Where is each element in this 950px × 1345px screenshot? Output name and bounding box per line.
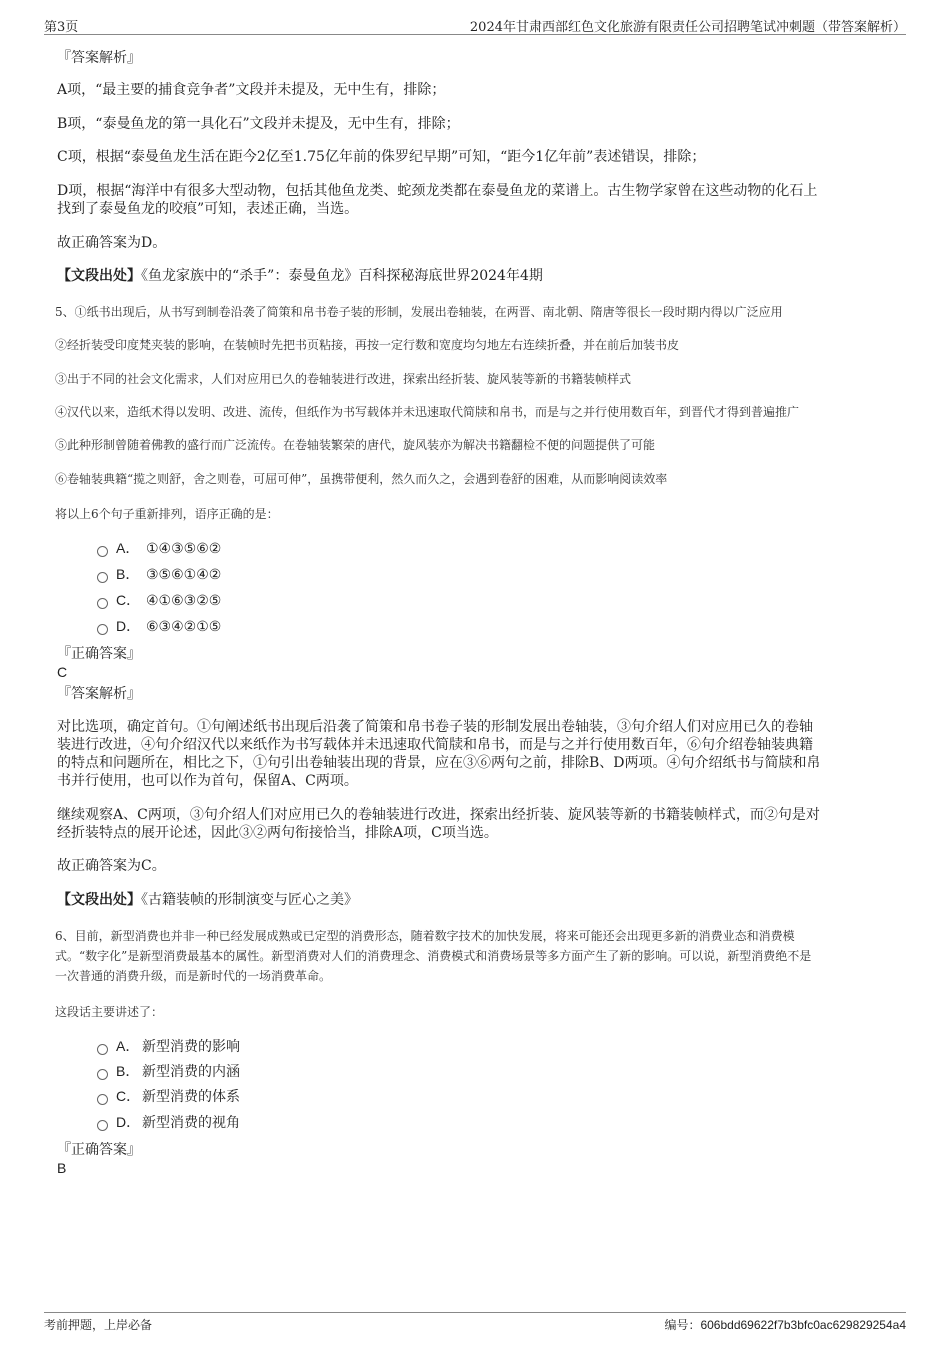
q5-answer-label: 『正确答案』 xyxy=(57,646,141,662)
q6-option-a-letter: A． xyxy=(116,1038,140,1054)
q6-passage-line3: 一次普通的消费升级，而是新时代的一场消费革命。 xyxy=(55,969,332,983)
q5-analysis-p1-line4: 书并行使用，也可以作为首句，保留A、C两项。 xyxy=(57,773,358,789)
q5-option-a[interactable] xyxy=(97,539,221,557)
q6-option-a-text: 新型消费的影响 xyxy=(142,1039,240,1055)
q6-option-b[interactable] xyxy=(97,1062,240,1080)
q5-analysis-p1-line3: 的特点和问题所在，相比之下，①句引出卷轴装出现的背景，应在③⑥两句之前，排除B、D两项。④句介绍纸书与简牍和帛 xyxy=(57,755,821,771)
q6-option-c-text: 新型消费的体系 xyxy=(142,1089,240,1105)
footer-id-label: 编号： xyxy=(664,1318,701,1332)
footer-id xyxy=(664,1316,906,1333)
radio-icon[interactable] xyxy=(97,572,108,583)
q6-passage-line1: 6、目前，新型消费也并非一种已经发展成熟或已定型的消费形态，随着数字技术的加快发展，将来可能还会出现更多新的消费业态和消费模 xyxy=(55,929,795,943)
q6-option-c[interactable] xyxy=(97,1087,240,1105)
q6-answer-label: 『正确答案』 xyxy=(57,1142,141,1158)
q5-analysis-p2-line2: 经折装特点的展开论述，因此③②两句衔接恰当，排除A项，C项当选。 xyxy=(57,825,498,841)
q4-source xyxy=(57,268,891,285)
q6-option-c-letter: C． xyxy=(116,1088,141,1104)
q4-analysis-d-line2: 找到了泰曼鱼龙的咬痕”可知，表述正确，当选。 xyxy=(57,201,359,217)
radio-icon[interactable] xyxy=(97,1094,108,1105)
q5-analysis-p2-line1: 继续观察A、C两项，③句介绍人们对应用已久的卷轴装进行改进，探索出经折装、旋风装等新的书籍装帧样式，而②句是对 xyxy=(57,807,820,823)
q5-option-d[interactable] xyxy=(97,617,221,635)
q4-analysis-b: B项，“泰曼鱼龙的第一具化石”文段并未提及，无中生有，排除； xyxy=(57,116,460,132)
q5-option-c-text: ④①⑥③②⑤ xyxy=(146,593,222,609)
q6-stem: 这段话主要讲述了： xyxy=(55,1005,164,1019)
q6-option-d-letter: D． xyxy=(116,1114,141,1130)
q6-passage-line2: 式。“数字化”是新型消费最基本的属性。新型消费对人们的消费理念、消费模式和消费场景等多方面产生了新的影响。可以说，新型消费绝不是 xyxy=(55,949,812,963)
q5-analysis-p1-line2: 装进行改进，④句介绍汉代以来纸作为书写载体并未迅速取代简牍和帛书，而是与之并行使用数百年，⑥句介绍卷轴装典籍 xyxy=(57,737,813,753)
q5-sentence-5: ⑤此种形制曾随着佛教的盛行而广泛流传。在卷轴装繁荣的唐代，旋风装亦为解决书籍翻检不便的问题提供了可能 xyxy=(55,438,656,452)
page-footer xyxy=(44,1312,906,1333)
q4-analysis-label: 『答案解析』 xyxy=(57,50,141,66)
q4-analysis-a: A项，“最主要的捕食竞争者”文段并未提及，无中生有，排除； xyxy=(57,82,446,98)
q5-option-b-letter: B． xyxy=(116,566,140,582)
q5-source-text: 《古籍装帧的形制演变与匠心之美》 xyxy=(141,892,358,908)
q4-source-text: 《鱼龙家族中的“杀手”：泰曼鱼龙》百科探秘海底世界2024年4期 xyxy=(141,268,543,284)
radio-icon[interactable] xyxy=(97,1044,108,1055)
page-header xyxy=(44,14,906,35)
q5-option-d-text: ⑥③④②①⑤ xyxy=(146,619,222,635)
q6-answer: B xyxy=(57,1160,67,1176)
document-title: 2024年甘肃西部红色文化旅游有限责任公司招聘笔试冲刺题（带答案解析） xyxy=(469,20,906,35)
q6-option-b-text: 新型消费的内涵 xyxy=(142,1064,240,1080)
q5-conclusion: 故正确答案为C。 xyxy=(57,858,166,874)
q4-analysis-d-line1: D项，根据“海洋中有很多大型动物，包括其他鱼龙类、蛇颈龙类都在泰曼鱼龙的菜谱上。古生物学家曾在这些动物的化石上 xyxy=(57,183,818,199)
footer-id-code: 606bdd69622f7b3bfc0ac629829254a4 xyxy=(700,1318,906,1332)
q5-sentence-3: ③出于不同的社会文化需求，人们对应用已久的卷轴装进行改进，探索出经折装、旋风装等新的书籍装帧样式 xyxy=(55,372,632,386)
radio-icon[interactable] xyxy=(97,598,108,609)
q5-option-a-text: ①④③⑤⑥② xyxy=(146,541,222,557)
page-number: 第3页 xyxy=(44,20,79,35)
q5-option-b[interactable] xyxy=(97,565,221,583)
q5-option-a-letter: A． xyxy=(116,540,140,556)
q5-source xyxy=(57,892,891,909)
radio-icon[interactable] xyxy=(97,624,108,635)
radio-icon[interactable] xyxy=(97,546,108,557)
q5-option-b-text: ③⑤⑥①④② xyxy=(146,567,222,583)
q6-option-d[interactable] xyxy=(97,1113,240,1131)
q4-analysis-c: C项，根据“泰曼鱼龙生活在距今2亿至1.75亿年前的侏罗纪早期”可知，“距今1亿年前”表述错误，排除； xyxy=(57,149,706,165)
q6-option-d-text: 新型消费的视角 xyxy=(142,1115,240,1131)
q5-answer: C xyxy=(57,664,68,680)
q4-conclusion: 故正确答案为D。 xyxy=(57,235,167,251)
q5-sentence-6: ⑥卷轴装典籍“揽之则舒，舍之则卷，可屈可伸”，虽携带便利，然久而久之，会遇到卷舒的困难，从而影响阅读效率 xyxy=(55,472,668,486)
q5-stem: 将以上6个句子重新排列，语序正确的是： xyxy=(55,507,279,521)
q5-sentence-4: ④汉代以来，造纸术得以发明、改进、流传，但纸作为书写载体并未迅速取代简牍和帛书，而是与之并行使用数百年，到晋代才得到普遍推广 xyxy=(55,405,800,419)
q5-analysis-p1-line1: 对比选项，确定首句。①句阐述纸书出现后沿袭了简策和帛书卷子装的形制发展出卷轴装，③句介绍人们对应用已久的卷轴 xyxy=(57,719,813,735)
radio-icon[interactable] xyxy=(97,1120,108,1131)
q5-sentence-2: ②经折装受印度梵夹装的影响，在装帧时先把书页粘接，再按一定行数和宽度均匀地左右连续折叠，并在前后加装书皮 xyxy=(55,338,680,352)
q4-source-label: 【文段出处】 xyxy=(57,268,141,284)
footer-slogan: 考前押题，上岸必备 xyxy=(44,1318,153,1332)
q5-sentence-1: 5、①纸书出现后，从书写到制卷沿袭了简策和帛书卷子装的形制，发展出卷轴装，在两晋、南北朝、隋唐等很长一段时期内得以广泛应用 xyxy=(55,305,783,319)
radio-icon[interactable] xyxy=(97,1069,108,1080)
q5-source-label: 【文段出处】 xyxy=(57,892,141,908)
q6-option-b-letter: B． xyxy=(116,1063,140,1079)
q5-analysis-label: 『答案解析』 xyxy=(57,686,141,702)
q5-option-c[interactable] xyxy=(97,591,221,609)
q5-option-d-letter: D． xyxy=(116,618,141,634)
q6-option-a[interactable] xyxy=(97,1037,240,1055)
q5-option-c-letter: C． xyxy=(116,592,141,608)
